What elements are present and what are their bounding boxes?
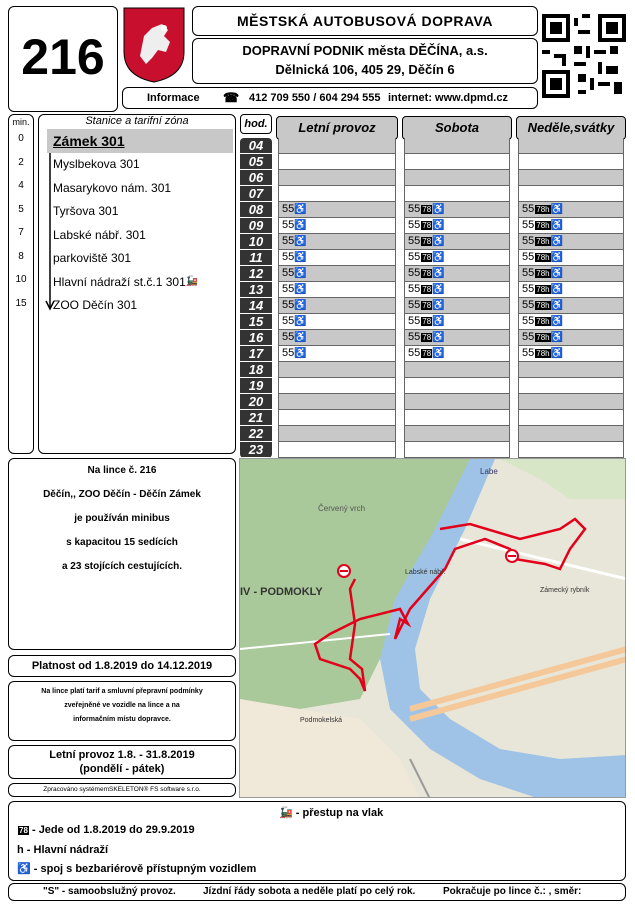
stop-item xyxy=(53,153,233,177)
departure-minute: 55 xyxy=(522,235,535,247)
departure-minute: 55 xyxy=(522,251,535,263)
wheelchair-icon: ♿ xyxy=(550,236,564,247)
hour-cell: 16 xyxy=(240,330,272,346)
time-cell xyxy=(404,266,510,282)
time-cell xyxy=(404,170,510,186)
route-map xyxy=(239,458,626,798)
time-cell xyxy=(278,298,396,314)
hour-cell: 15 xyxy=(240,314,272,330)
tariff-line-2: zveřejněné ve vozidle na lince a na xyxy=(64,702,180,709)
departure-minute: 55 xyxy=(408,203,421,215)
time-cell xyxy=(278,202,396,218)
map-label-cerveny-vrch: Červený vrch xyxy=(318,504,366,513)
time-cell xyxy=(518,410,624,426)
time-cell xyxy=(518,186,624,202)
time-cell xyxy=(518,378,624,394)
departure-minute: 55 xyxy=(282,331,295,343)
footer-continue: Pokračuje po lince č.: , směr: xyxy=(443,886,582,897)
hour-cell: 23 xyxy=(240,442,272,458)
time-cell xyxy=(404,426,510,442)
map-label-labe: Labe xyxy=(480,467,498,476)
zone-header: Stanice a tarifní zóna xyxy=(85,115,189,127)
stop-min: 8 xyxy=(18,250,24,262)
time-cell xyxy=(404,298,510,314)
legend-train-text: - přestup na vlak xyxy=(295,807,384,819)
legend-box xyxy=(8,801,626,881)
column-header-letni: Letní provoz xyxy=(276,116,398,140)
stop-name: ZOO Děčín 301 xyxy=(53,298,138,313)
time-cell xyxy=(518,170,624,186)
stops-box xyxy=(38,114,236,454)
wheelchair-icon: ♿ xyxy=(294,220,307,231)
wheelchair-icon: ♿ xyxy=(550,204,564,215)
stop-item xyxy=(47,129,233,153)
min-column xyxy=(8,114,34,454)
hour-cell: 14 xyxy=(240,298,272,314)
departure-minute: 55 xyxy=(282,235,295,247)
time-cell xyxy=(404,330,510,346)
time-cell xyxy=(518,330,624,346)
departure-suffix: 78h xyxy=(536,236,550,246)
departure-suffix: 78 xyxy=(422,300,432,310)
legend-wc-text: - spoj s bezbariérově přístupným vozidlem xyxy=(33,863,257,875)
time-cell xyxy=(404,154,510,170)
line-intro: Na lince č. 216 xyxy=(87,465,157,476)
time-cell xyxy=(278,314,396,330)
wheelchair-icon: ♿ xyxy=(294,300,307,311)
wheelchair-icon: ♿ xyxy=(294,332,307,343)
wheelchair-icon: ♿ xyxy=(550,220,564,231)
departure-minute: 55 xyxy=(408,299,421,311)
departure-minute: 55 xyxy=(408,219,421,231)
departure-suffix: 78h xyxy=(536,300,550,310)
time-cell xyxy=(518,138,624,154)
legend-78-text: - Jede od 1.8.2019 do 29.9.2019 xyxy=(31,824,195,836)
wheelchair-icon: ♿ xyxy=(550,316,564,327)
departure-suffix: 78h xyxy=(536,204,550,214)
stop-name: Hlavní nádraží st.č.1 301 xyxy=(53,274,186,289)
wheelchair-icon: ♿ xyxy=(432,236,445,247)
map-label-podmokelska: Podmokelská xyxy=(300,717,343,724)
hour-cell: 22 xyxy=(240,426,272,442)
info-label: Informace xyxy=(147,92,200,104)
time-cell xyxy=(518,202,624,218)
stop-item xyxy=(53,200,233,224)
map-label-zamecky: Zámecký rybník xyxy=(540,587,590,594)
sobota-column xyxy=(404,138,510,458)
tariff-note-box xyxy=(8,681,236,741)
time-cell xyxy=(278,282,396,298)
stop-item xyxy=(53,294,233,318)
column-header-sobota: Sobota xyxy=(402,116,512,140)
wheelchair-icon: ♿ xyxy=(432,268,445,279)
wheelchair-icon: ♿ xyxy=(550,300,564,311)
departure-suffix: 78h xyxy=(536,316,550,326)
time-cell xyxy=(404,346,510,362)
legend-h-text: - Hlavní nádraží xyxy=(26,844,109,856)
departure-minute: 55 xyxy=(522,347,535,359)
departure-minute: 55 xyxy=(282,315,295,327)
processed-text: Zpracováno systémemSKELETON® FS software s.r.o. xyxy=(43,786,201,793)
departure-minute: 55 xyxy=(408,283,421,295)
legend-train xyxy=(279,806,383,819)
company-title-box xyxy=(192,6,538,36)
stop-min: 4 xyxy=(18,180,24,191)
hour-cell: 06 xyxy=(240,170,272,186)
route-text: Děčín,, ZOO Děčín - Děčín Zámek xyxy=(43,489,201,500)
processed-box xyxy=(8,783,236,797)
departure-minute: 55 xyxy=(282,203,295,215)
train-icon: 🚂 xyxy=(185,276,199,288)
time-cell xyxy=(278,186,396,202)
departure-suffix: 78 xyxy=(422,204,432,214)
departure-suffix: 78 xyxy=(422,252,432,262)
time-cell xyxy=(278,250,396,266)
stop-min: 5 xyxy=(18,203,24,215)
hour-cell: 11 xyxy=(240,250,272,266)
time-cell xyxy=(518,426,624,442)
departure-minute: 55 xyxy=(522,315,535,327)
minibus-text: je používán minibus xyxy=(74,513,170,524)
wheelchair-icon: ♿ xyxy=(550,268,564,279)
stop-name: Zámek 301 xyxy=(53,132,125,149)
season-line-2: (pondělí - pátek) xyxy=(79,763,165,775)
stop-name: Masarykovo nám. 301 xyxy=(53,180,172,195)
time-cell xyxy=(278,346,396,362)
train-icon: 🚂 xyxy=(279,807,293,819)
departure-minute: 55 xyxy=(282,299,295,311)
departure-minute: 55 xyxy=(522,267,535,279)
time-cell xyxy=(278,266,396,282)
wheelchair-icon: ♿ xyxy=(432,252,445,263)
departure-minute: 55 xyxy=(282,283,295,295)
legend-h xyxy=(17,844,108,856)
departure-minute: 55 xyxy=(522,299,535,311)
hour-header: hod. xyxy=(240,114,272,134)
operator-name: DOPRAVNÍ PODNIK města DĚČÍNA, a.s. xyxy=(242,43,488,58)
wheelchair-icon: ♿ xyxy=(294,252,307,263)
time-cell xyxy=(404,282,510,298)
stop-item xyxy=(53,270,233,294)
stop-min: 7 xyxy=(18,227,24,238)
departure-minute: 55 xyxy=(408,331,421,343)
hour-cell: 20 xyxy=(240,394,272,410)
departure-minute: 55 xyxy=(282,251,295,263)
departure-minute: 55 xyxy=(408,251,421,263)
time-cell xyxy=(278,218,396,234)
departure-suffix: 78 xyxy=(422,348,432,358)
wheelchair-icon: ♿ xyxy=(432,332,445,343)
footer-box xyxy=(8,883,626,901)
departure-suffix: 78h xyxy=(536,348,550,358)
time-cell xyxy=(404,186,510,202)
tariff-line-1: Na lince platí tarif a smluvní přepravní podmínky xyxy=(41,688,203,695)
time-cell xyxy=(278,138,396,154)
departure-minute: 55 xyxy=(522,283,535,295)
time-cell xyxy=(518,362,624,378)
time-cell xyxy=(518,282,624,298)
wheelchair-icon: ♿ xyxy=(432,220,445,231)
departure-minute: 55 xyxy=(282,219,295,231)
hour-cell: 10 xyxy=(240,234,272,250)
stop-item xyxy=(53,223,233,247)
time-cell xyxy=(518,250,624,266)
wheelchair-icon: ♿ xyxy=(294,348,307,359)
departure-suffix: 78 xyxy=(422,268,432,278)
map-label-podmokly: IV - PODMOKLY xyxy=(240,586,323,598)
hour-cell: 07 xyxy=(240,186,272,202)
departure-minute: 55 xyxy=(522,331,535,343)
website: internet: www.dpmd.cz xyxy=(388,92,508,104)
stop-item xyxy=(53,176,233,200)
time-cell xyxy=(404,410,510,426)
time-cell xyxy=(518,394,624,410)
departure-suffix: 78 xyxy=(422,236,432,246)
line-number: 216 xyxy=(21,29,105,85)
time-cell xyxy=(278,170,396,186)
stop-name: Labské nábř. 301 xyxy=(53,227,146,242)
departure-suffix: 78h xyxy=(536,332,550,342)
hour-cell: 12 xyxy=(240,266,272,282)
stop-min: 15 xyxy=(15,297,27,309)
time-cell xyxy=(278,330,396,346)
wheelchair-icon: ♿ xyxy=(432,348,445,359)
hour-cell: 17 xyxy=(240,346,272,362)
hour-cell: 08 xyxy=(240,202,272,218)
wheelchair-icon: ♿ xyxy=(294,284,307,295)
departure-suffix: 78 xyxy=(422,316,432,326)
operator-address: Dělnická 106, 405 29, Děčín 6 xyxy=(275,62,455,77)
hour-cell: 18 xyxy=(240,362,272,378)
departure-suffix: 78 xyxy=(422,332,432,342)
wheelchair-icon: ♿ xyxy=(432,300,445,311)
wheelchair-icon: ♿ xyxy=(550,252,564,263)
stop-item xyxy=(53,247,233,271)
time-cell xyxy=(404,314,510,330)
time-cell xyxy=(404,442,510,458)
season-line-1: Letní provoz 1.8. - 31.8.2019 xyxy=(49,749,195,761)
hour-cell: 09 xyxy=(240,218,272,234)
company-title: MĚSTSKÁ AUTOBUSOVÁ DOPRAVA xyxy=(237,13,493,29)
time-cell xyxy=(404,218,510,234)
phone-icon: ☎ xyxy=(223,90,240,105)
nedele-column xyxy=(518,138,624,458)
time-cell xyxy=(278,410,396,426)
standing-text: a 23 stojících cestujících. xyxy=(61,561,183,572)
h-icon: h xyxy=(17,844,24,856)
stop-name: parkoviště 301 xyxy=(53,251,132,266)
wheelchair-icon: ♿ xyxy=(294,236,307,247)
time-cell xyxy=(518,218,624,234)
phone-number: 412 709 550 / 604 294 555 xyxy=(249,92,381,104)
legend-78 xyxy=(17,824,195,836)
time-cell xyxy=(404,378,510,394)
stop-name: Tyršova 301 xyxy=(53,204,119,219)
stop-name: Myslbekova 301 xyxy=(53,157,140,172)
departure-minute: 55 xyxy=(282,267,295,279)
footer-self: "S" - samoobslužný provoz. xyxy=(43,886,176,897)
wheelchair-icon: ♿ xyxy=(550,332,564,343)
departure-suffix: 78 xyxy=(422,220,432,230)
wheelchair-icon: ♿ xyxy=(432,284,445,295)
stop-min: 0 xyxy=(18,133,24,144)
minibus-info-box xyxy=(8,458,236,650)
time-cell xyxy=(278,378,396,394)
departure-suffix: 78h xyxy=(536,252,550,262)
time-cell xyxy=(278,362,396,378)
capacity-text: s kapacitou 15 sedících xyxy=(66,537,178,548)
time-cell xyxy=(278,154,396,170)
time-cell xyxy=(404,138,510,154)
tag-78-icon: 78 xyxy=(19,825,28,835)
time-cell xyxy=(278,394,396,410)
footer-weekend: Jízdní řády sobota a neděle platí po celý rok. xyxy=(203,886,416,897)
info-contact-box xyxy=(122,87,538,109)
operator-box xyxy=(192,38,538,84)
time-cell xyxy=(518,298,624,314)
wheelchair-icon: ♿ xyxy=(550,284,564,295)
hour-column xyxy=(240,138,272,458)
qr-code xyxy=(542,14,626,98)
time-cell xyxy=(278,426,396,442)
departure-minute: 55 xyxy=(408,235,421,247)
departure-suffix: 78h xyxy=(536,220,550,230)
validity-box xyxy=(8,655,236,677)
wheelchair-icon: ♿ xyxy=(432,204,445,215)
stop-min: 2 xyxy=(18,156,24,168)
departure-suffix: 78h xyxy=(536,268,550,278)
validity-text: Platnost od 1.8.2019 do 14.12.2019 xyxy=(31,660,213,672)
hour-cell: 21 xyxy=(240,410,272,426)
time-cell xyxy=(518,314,624,330)
map-label-labske: Labské nábř. xyxy=(405,569,446,576)
time-cell xyxy=(404,202,510,218)
time-cell xyxy=(518,346,624,362)
hour-cell: 05 xyxy=(240,154,272,170)
wheelchair-icon: ♿ xyxy=(294,268,307,279)
departure-suffix: 78 xyxy=(422,284,432,294)
city-coat-of-arms xyxy=(122,6,186,84)
stop-min: 10 xyxy=(15,274,27,285)
season-box xyxy=(8,745,236,779)
wheelchair-icon: ♿ xyxy=(432,316,445,327)
hour-cell: 04 xyxy=(240,138,272,154)
tariff-line-3: informačním místu dopravce. xyxy=(73,716,171,723)
departure-suffix: 78h xyxy=(536,284,550,294)
line-number-box xyxy=(8,6,118,112)
departure-minute: 55 xyxy=(522,219,535,231)
time-cell xyxy=(278,442,396,458)
letni-column xyxy=(278,138,396,458)
legend-wc xyxy=(17,862,256,875)
departure-minute: 55 xyxy=(408,315,421,327)
min-header: min. xyxy=(12,117,30,127)
time-cell xyxy=(404,234,510,250)
time-cell xyxy=(518,442,624,458)
hour-cell: 19 xyxy=(240,378,272,394)
wheelchair-icon: ♿ xyxy=(294,204,307,215)
departure-minute: 55 xyxy=(282,347,295,359)
route-arrow xyxy=(45,141,53,311)
column-header-nedele: Neděle,svátky xyxy=(516,116,626,140)
wheelchair-icon: ♿ xyxy=(294,316,307,327)
hour-cell: 13 xyxy=(240,282,272,298)
departure-minute: 55 xyxy=(522,203,535,215)
time-cell xyxy=(404,394,510,410)
time-cell xyxy=(404,362,510,378)
time-cell xyxy=(518,154,624,170)
time-cell xyxy=(404,250,510,266)
time-cell xyxy=(278,234,396,250)
time-cell xyxy=(518,266,624,282)
departure-minute: 55 xyxy=(408,347,421,359)
wheelchair-icon: ♿ xyxy=(550,348,564,359)
wheelchair-icon: ♿ xyxy=(17,863,31,875)
departure-minute: 55 xyxy=(408,267,421,279)
time-cell xyxy=(518,234,624,250)
